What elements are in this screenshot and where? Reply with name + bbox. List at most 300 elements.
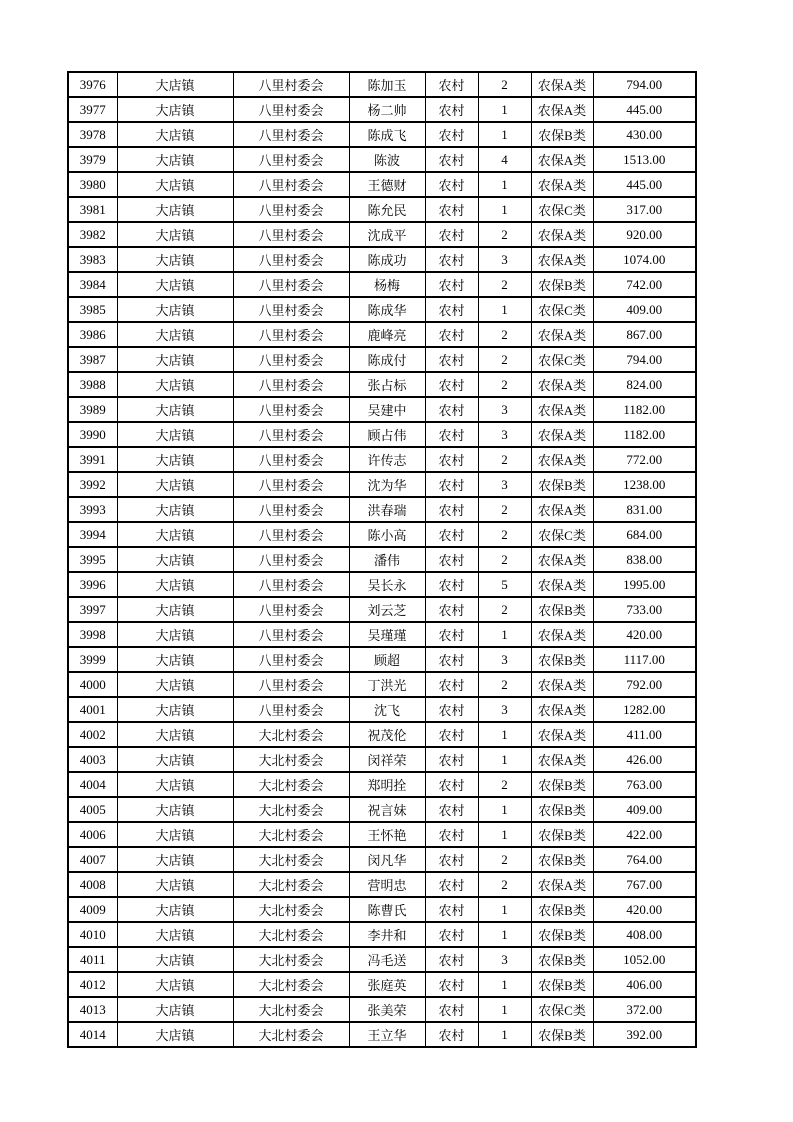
table-row [68, 597, 696, 622]
cell-village-committee: 大北村委会 [233, 872, 349, 897]
cell-serial-number: 3989 [68, 397, 117, 422]
cell-village-committee: 八里村委会 [233, 697, 349, 722]
cell-residence-type: 农村 [425, 322, 478, 347]
table-row [68, 97, 696, 122]
cell-insurance-category: 农保A类 [531, 722, 593, 747]
cell-serial-number: 3997 [68, 597, 117, 622]
cell-village-committee: 八里村委会 [233, 197, 349, 222]
cell-amount: 792.00 [593, 672, 696, 697]
cell-village-committee: 大北村委会 [233, 897, 349, 922]
cell-serial-number: 4013 [68, 997, 117, 1022]
cell-insurance-category: 农保A类 [531, 247, 593, 272]
cell-amount: 794.00 [593, 72, 696, 97]
cell-person-count: 2 [478, 447, 531, 472]
cell-person-count: 1 [478, 797, 531, 822]
cell-person-name: 冯毛送 [349, 947, 425, 972]
cell-amount: 867.00 [593, 322, 696, 347]
cell-amount: 1513.00 [593, 147, 696, 172]
cell-village-committee: 八里村委会 [233, 322, 349, 347]
cell-insurance-category: 农保A类 [531, 147, 593, 172]
cell-serial-number: 4012 [68, 972, 117, 997]
cell-residence-type: 农村 [425, 247, 478, 272]
cell-village-committee: 大北村委会 [233, 822, 349, 847]
cell-residence-type: 农村 [425, 547, 478, 572]
cell-village-committee: 大北村委会 [233, 997, 349, 1022]
cell-village-committee: 八里村委会 [233, 572, 349, 597]
cell-person-count: 2 [478, 872, 531, 897]
cell-person-count: 1 [478, 722, 531, 747]
cell-serial-number: 3986 [68, 322, 117, 347]
cell-person-name: 祝言妹 [349, 797, 425, 822]
cell-person-name: 陈允民 [349, 197, 425, 222]
cell-serial-number: 4004 [68, 772, 117, 797]
cell-insurance-category: 农保B类 [531, 847, 593, 872]
table-row [68, 697, 696, 722]
cell-village-committee: 八里村委会 [233, 172, 349, 197]
cell-town: 大店镇 [117, 472, 233, 497]
cell-person-count: 1 [478, 972, 531, 997]
cell-town: 大店镇 [117, 322, 233, 347]
cell-amount: 392.00 [593, 1022, 696, 1047]
cell-town: 大店镇 [117, 572, 233, 597]
cell-residence-type: 农村 [425, 172, 478, 197]
cell-insurance-category: 农保C类 [531, 997, 593, 1022]
cell-village-committee: 八里村委会 [233, 72, 349, 97]
cell-insurance-category: 农保B类 [531, 272, 593, 297]
cell-amount: 1238.00 [593, 472, 696, 497]
cell-village-committee: 八里村委会 [233, 372, 349, 397]
cell-village-committee: 八里村委会 [233, 147, 349, 172]
cell-serial-number: 4014 [68, 1022, 117, 1047]
cell-amount: 1182.00 [593, 422, 696, 447]
cell-person-name: 陈成飞 [349, 122, 425, 147]
cell-village-committee: 大北村委会 [233, 1022, 349, 1047]
cell-insurance-category: 农保B类 [531, 472, 593, 497]
cell-insurance-category: 农保B类 [531, 1022, 593, 1047]
cell-town: 大店镇 [117, 247, 233, 272]
cell-residence-type: 农村 [425, 947, 478, 972]
cell-insurance-category: 农保B类 [531, 922, 593, 947]
table-row [68, 297, 696, 322]
cell-person-name: 杨梅 [349, 272, 425, 297]
cell-amount: 420.00 [593, 622, 696, 647]
cell-serial-number: 3977 [68, 97, 117, 122]
cell-village-committee: 八里村委会 [233, 522, 349, 547]
cell-amount: 794.00 [593, 347, 696, 372]
cell-person-name: 王德财 [349, 172, 425, 197]
cell-person-name: 营明忠 [349, 872, 425, 897]
cell-serial-number: 3983 [68, 247, 117, 272]
cell-residence-type: 农村 [425, 572, 478, 597]
cell-person-count: 2 [478, 372, 531, 397]
cell-person-name: 沈成平 [349, 222, 425, 247]
cell-person-name: 祝茂伦 [349, 722, 425, 747]
cell-serial-number: 3990 [68, 422, 117, 447]
cell-residence-type: 农村 [425, 472, 478, 497]
cell-serial-number: 3998 [68, 622, 117, 647]
cell-village-committee: 八里村委会 [233, 447, 349, 472]
cell-amount: 409.00 [593, 297, 696, 322]
cell-serial-number: 3978 [68, 122, 117, 147]
cell-person-count: 3 [478, 422, 531, 447]
cell-town: 大店镇 [117, 972, 233, 997]
cell-person-name: 吴瑾瑾 [349, 622, 425, 647]
cell-person-name: 李井和 [349, 922, 425, 947]
cell-village-committee: 八里村委会 [233, 297, 349, 322]
cell-residence-type: 农村 [425, 972, 478, 997]
cell-amount: 372.00 [593, 997, 696, 1022]
cell-village-committee: 八里村委会 [233, 497, 349, 522]
cell-residence-type: 农村 [425, 372, 478, 397]
cell-person-name: 陈成功 [349, 247, 425, 272]
cell-town: 大店镇 [117, 447, 233, 472]
cell-insurance-category: 农保A类 [531, 322, 593, 347]
cell-serial-number: 3993 [68, 497, 117, 522]
cell-residence-type: 农村 [425, 197, 478, 222]
cell-town: 大店镇 [117, 197, 233, 222]
cell-person-name: 杨二帅 [349, 97, 425, 122]
cell-amount: 831.00 [593, 497, 696, 522]
table-body [68, 72, 696, 1047]
table-row [68, 847, 696, 872]
cell-person-name: 洪春瑞 [349, 497, 425, 522]
cell-person-name: 顾超 [349, 647, 425, 672]
table-row [68, 422, 696, 447]
table-row [68, 447, 696, 472]
cell-amount: 684.00 [593, 522, 696, 547]
cell-serial-number: 4010 [68, 922, 117, 947]
cell-residence-type: 农村 [425, 1022, 478, 1047]
cell-serial-number: 4009 [68, 897, 117, 922]
cell-town: 大店镇 [117, 522, 233, 547]
cell-village-committee: 八里村委会 [233, 597, 349, 622]
cell-residence-type: 农村 [425, 697, 478, 722]
cell-person-count: 2 [478, 772, 531, 797]
cell-village-committee: 大北村委会 [233, 772, 349, 797]
cell-person-name: 张占标 [349, 372, 425, 397]
cell-residence-type: 农村 [425, 847, 478, 872]
cell-person-name: 顾占伟 [349, 422, 425, 447]
cell-person-count: 3 [478, 647, 531, 672]
cell-town: 大店镇 [117, 172, 233, 197]
cell-serial-number: 3995 [68, 547, 117, 572]
cell-amount: 317.00 [593, 197, 696, 222]
cell-town: 大店镇 [117, 597, 233, 622]
cell-residence-type: 农村 [425, 722, 478, 747]
table-row [68, 397, 696, 422]
cell-serial-number: 3980 [68, 172, 117, 197]
cell-person-count: 1 [478, 1022, 531, 1047]
cell-town: 大店镇 [117, 697, 233, 722]
cell-residence-type: 农村 [425, 397, 478, 422]
cell-residence-type: 农村 [425, 122, 478, 147]
cell-town: 大店镇 [117, 747, 233, 772]
cell-insurance-category: 农保B类 [531, 122, 593, 147]
table-row [68, 122, 696, 147]
cell-amount: 742.00 [593, 272, 696, 297]
cell-person-name: 陈波 [349, 147, 425, 172]
cell-person-count: 3 [478, 397, 531, 422]
cell-person-count: 2 [478, 497, 531, 522]
cell-serial-number: 4001 [68, 697, 117, 722]
cell-serial-number: 3984 [68, 272, 117, 297]
cell-person-count: 2 [478, 322, 531, 347]
cell-person-count: 1 [478, 172, 531, 197]
cell-serial-number: 3981 [68, 197, 117, 222]
cell-residence-type: 农村 [425, 347, 478, 372]
cell-person-count: 2 [478, 272, 531, 297]
cell-serial-number: 4006 [68, 822, 117, 847]
cell-village-committee: 八里村委会 [233, 422, 349, 447]
cell-town: 大店镇 [117, 997, 233, 1022]
cell-residence-type: 农村 [425, 672, 478, 697]
cell-insurance-category: 农保A类 [531, 697, 593, 722]
cell-person-name: 张美荣 [349, 997, 425, 1022]
cell-person-name: 张庭英 [349, 972, 425, 997]
cell-person-name: 王怀艳 [349, 822, 425, 847]
cell-insurance-category: 农保C类 [531, 197, 593, 222]
cell-amount: 406.00 [593, 972, 696, 997]
benefit-roster-table [67, 71, 697, 1048]
cell-person-count: 2 [478, 72, 531, 97]
cell-residence-type: 农村 [425, 997, 478, 1022]
cell-insurance-category: 农保B类 [531, 597, 593, 622]
table-row [68, 672, 696, 697]
cell-amount: 920.00 [593, 222, 696, 247]
cell-person-name: 潘伟 [349, 547, 425, 572]
cell-insurance-category: 农保A类 [531, 72, 593, 97]
cell-insurance-category: 农保A类 [531, 422, 593, 447]
cell-village-committee: 八里村委会 [233, 672, 349, 697]
cell-serial-number: 4003 [68, 747, 117, 772]
table-row [68, 147, 696, 172]
cell-person-count: 1 [478, 297, 531, 322]
cell-amount: 445.00 [593, 97, 696, 122]
cell-person-count: 2 [478, 522, 531, 547]
table-row [68, 722, 696, 747]
cell-person-count: 1 [478, 922, 531, 947]
cell-town: 大店镇 [117, 897, 233, 922]
cell-serial-number: 4005 [68, 797, 117, 822]
cell-person-count: 3 [478, 697, 531, 722]
cell-village-committee: 大北村委会 [233, 947, 349, 972]
table-row [68, 997, 696, 1022]
cell-insurance-category: 农保B类 [531, 772, 593, 797]
cell-serial-number: 4011 [68, 947, 117, 972]
cell-town: 大店镇 [117, 847, 233, 872]
cell-town: 大店镇 [117, 272, 233, 297]
cell-serial-number: 4002 [68, 722, 117, 747]
cell-town: 大店镇 [117, 1022, 233, 1047]
table-row [68, 622, 696, 647]
cell-person-count: 2 [478, 847, 531, 872]
cell-amount: 764.00 [593, 847, 696, 872]
cell-town: 大店镇 [117, 797, 233, 822]
cell-serial-number: 3991 [68, 447, 117, 472]
cell-amount: 422.00 [593, 822, 696, 847]
cell-town: 大店镇 [117, 297, 233, 322]
cell-residence-type: 农村 [425, 422, 478, 447]
cell-village-committee: 大北村委会 [233, 847, 349, 872]
cell-person-name: 吴建中 [349, 397, 425, 422]
cell-residence-type: 农村 [425, 497, 478, 522]
table-row [68, 747, 696, 772]
table-row [68, 797, 696, 822]
cell-insurance-category: 农保A类 [531, 572, 593, 597]
table-row [68, 822, 696, 847]
cell-amount: 409.00 [593, 797, 696, 822]
cell-town: 大店镇 [117, 622, 233, 647]
table-row [68, 322, 696, 347]
table-row [68, 572, 696, 597]
table-row [68, 547, 696, 572]
cell-amount: 824.00 [593, 372, 696, 397]
cell-residence-type: 农村 [425, 72, 478, 97]
cell-person-count: 2 [478, 597, 531, 622]
cell-insurance-category: 农保B类 [531, 972, 593, 997]
cell-residence-type: 农村 [425, 797, 478, 822]
cell-village-committee: 八里村委会 [233, 547, 349, 572]
cell-residence-type: 农村 [425, 597, 478, 622]
cell-town: 大店镇 [117, 822, 233, 847]
cell-person-count: 2 [478, 672, 531, 697]
cell-residence-type: 农村 [425, 922, 478, 947]
cell-person-count: 1 [478, 197, 531, 222]
cell-serial-number: 3979 [68, 147, 117, 172]
cell-insurance-category: 农保A类 [531, 447, 593, 472]
cell-insurance-category: 农保A类 [531, 547, 593, 572]
cell-residence-type: 农村 [425, 272, 478, 297]
cell-residence-type: 农村 [425, 622, 478, 647]
cell-residence-type: 农村 [425, 872, 478, 897]
cell-insurance-category: 农保B类 [531, 947, 593, 972]
cell-amount: 426.00 [593, 747, 696, 772]
cell-person-count: 3 [478, 247, 531, 272]
cell-town: 大店镇 [117, 547, 233, 572]
table-row [68, 247, 696, 272]
cell-town: 大店镇 [117, 347, 233, 372]
cell-person-count: 1 [478, 897, 531, 922]
cell-serial-number: 3994 [68, 522, 117, 547]
cell-insurance-category: 农保A类 [531, 872, 593, 897]
table-row [68, 922, 696, 947]
cell-residence-type: 农村 [425, 772, 478, 797]
cell-serial-number: 3976 [68, 72, 117, 97]
cell-amount: 767.00 [593, 872, 696, 897]
cell-residence-type: 农村 [425, 447, 478, 472]
cell-amount: 1052.00 [593, 947, 696, 972]
table-row [68, 947, 696, 972]
cell-serial-number: 4007 [68, 847, 117, 872]
cell-serial-number: 3996 [68, 572, 117, 597]
cell-person-count: 2 [478, 347, 531, 372]
cell-person-count: 1 [478, 822, 531, 847]
cell-serial-number: 3987 [68, 347, 117, 372]
cell-person-name: 丁洪光 [349, 672, 425, 697]
table-row [68, 272, 696, 297]
cell-person-count: 2 [478, 222, 531, 247]
cell-person-count: 1 [478, 747, 531, 772]
cell-residence-type: 农村 [425, 297, 478, 322]
cell-insurance-category: 农保A类 [531, 222, 593, 247]
table-row [68, 72, 696, 97]
cell-insurance-category: 农保A类 [531, 172, 593, 197]
table-row [68, 347, 696, 372]
table-row [68, 772, 696, 797]
table-row [68, 172, 696, 197]
cell-village-committee: 八里村委会 [233, 472, 349, 497]
cell-town: 大店镇 [117, 72, 233, 97]
cell-village-committee: 八里村委会 [233, 272, 349, 297]
cell-person-count: 3 [478, 472, 531, 497]
table-row [68, 197, 696, 222]
cell-town: 大店镇 [117, 222, 233, 247]
cell-town: 大店镇 [117, 397, 233, 422]
cell-amount: 1117.00 [593, 647, 696, 672]
cell-town: 大店镇 [117, 147, 233, 172]
cell-person-name: 陈成华 [349, 297, 425, 322]
cell-residence-type: 农村 [425, 822, 478, 847]
cell-person-count: 3 [478, 947, 531, 972]
cell-amount: 445.00 [593, 172, 696, 197]
cell-town: 大店镇 [117, 772, 233, 797]
cell-serial-number: 3992 [68, 472, 117, 497]
cell-insurance-category: 农保A类 [531, 747, 593, 772]
cell-person-count: 2 [478, 547, 531, 572]
cell-residence-type: 农村 [425, 147, 478, 172]
cell-residence-type: 农村 [425, 897, 478, 922]
cell-village-committee: 八里村委会 [233, 622, 349, 647]
cell-town: 大店镇 [117, 97, 233, 122]
cell-town: 大店镇 [117, 372, 233, 397]
cell-person-name: 许传志 [349, 447, 425, 472]
cell-village-committee: 大北村委会 [233, 972, 349, 997]
cell-residence-type: 农村 [425, 522, 478, 547]
cell-insurance-category: 农保B类 [531, 647, 593, 672]
table-row [68, 872, 696, 897]
cell-amount: 1074.00 [593, 247, 696, 272]
cell-town: 大店镇 [117, 922, 233, 947]
table-row [68, 897, 696, 922]
cell-person-count: 1 [478, 122, 531, 147]
cell-insurance-category: 农保C类 [531, 522, 593, 547]
cell-village-committee: 大北村委会 [233, 747, 349, 772]
cell-village-committee: 八里村委会 [233, 397, 349, 422]
cell-person-name: 陈加玉 [349, 72, 425, 97]
cell-serial-number: 4008 [68, 872, 117, 897]
cell-person-name: 郑明拴 [349, 772, 425, 797]
cell-amount: 1995.00 [593, 572, 696, 597]
cell-insurance-category: 农保A类 [531, 497, 593, 522]
cell-person-name: 刘云芝 [349, 597, 425, 622]
cell-serial-number: 4000 [68, 672, 117, 697]
cell-village-committee: 大北村委会 [233, 922, 349, 947]
cell-amount: 411.00 [593, 722, 696, 747]
cell-residence-type: 农村 [425, 647, 478, 672]
cell-amount: 420.00 [593, 897, 696, 922]
cell-person-name: 沈为华 [349, 472, 425, 497]
cell-person-name: 闵祥荣 [349, 747, 425, 772]
cell-amount: 763.00 [593, 772, 696, 797]
cell-amount: 733.00 [593, 597, 696, 622]
cell-village-committee: 八里村委会 [233, 347, 349, 372]
cell-serial-number: 3999 [68, 647, 117, 672]
table-row [68, 522, 696, 547]
cell-insurance-category: 农保C类 [531, 297, 593, 322]
cell-person-count: 1 [478, 97, 531, 122]
cell-amount: 1282.00 [593, 697, 696, 722]
cell-person-count: 1 [478, 997, 531, 1022]
